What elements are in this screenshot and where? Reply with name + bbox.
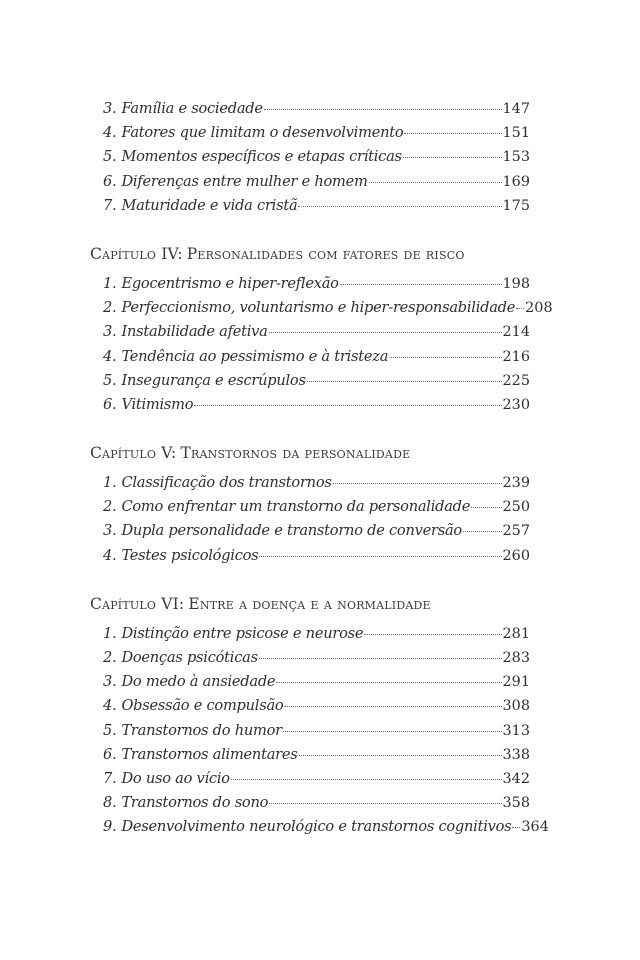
dot-leader [264, 108, 502, 110]
entry-page-number: 313 [502, 722, 530, 739]
entry-page-number: 208 [525, 300, 553, 317]
chapter-section [90, 589, 549, 840]
entry-title: Transtornos do sono [121, 794, 269, 812]
entry-title: Desenvolvimento neurológico e transtornos cognitivos [121, 818, 512, 836]
toc-entry [90, 296, 553, 320]
toc-entry [90, 145, 530, 169]
dot-leader [269, 802, 501, 804]
entry-number: 3. [103, 673, 117, 691]
dot-leader [333, 482, 502, 484]
dot-leader [340, 283, 502, 285]
entry-page-number: 364 [521, 819, 549, 836]
entry-page-number: 175 [502, 197, 530, 214]
dot-leader [269, 331, 502, 333]
chapter-heading [90, 438, 530, 468]
entry-page-number: 358 [502, 795, 530, 812]
entry-page-number: 291 [502, 674, 530, 691]
entry-number: 3. [103, 323, 117, 341]
dot-leader [231, 778, 502, 780]
entry-page-number: 250 [502, 499, 530, 516]
dot-leader [307, 380, 502, 382]
toc-entry [90, 622, 530, 646]
dot-leader [404, 132, 501, 134]
toc-entry [90, 743, 530, 767]
entry-page-number: 338 [502, 746, 530, 763]
entry-title: Família e sociedade [121, 100, 263, 117]
toc-entry [90, 369, 530, 393]
dot-leader [389, 356, 501, 358]
chapter-heading [90, 589, 530, 619]
dot-leader [512, 826, 520, 828]
toc-entry [90, 646, 530, 670]
entry-number: 7. [103, 769, 117, 787]
entry-number: 5. [103, 371, 117, 389]
entry-number: 4. [103, 124, 117, 142]
entry-page-number: 239 [502, 475, 530, 492]
entry-page-number: 281 [502, 625, 530, 642]
entry-number: 1. [103, 274, 117, 292]
chapter-section [90, 438, 530, 568]
dot-leader [283, 730, 502, 732]
toc-entry [90, 320, 530, 344]
entry-page-number: 169 [502, 173, 530, 190]
entry-page-number: 342 [502, 770, 530, 787]
dot-leader [298, 205, 501, 207]
dot-leader [471, 506, 501, 508]
entry-title: Vitimismo [121, 395, 194, 413]
toc-entry [90, 519, 530, 543]
entry-number: 6. [103, 745, 117, 763]
entry-title: Do uso ao vício [121, 769, 230, 787]
entry-title: Dupla personalidade e transtorno de conversão [121, 522, 462, 540]
entry-page-number: 147 [502, 101, 530, 117]
toc-entry [90, 495, 530, 519]
entry-title: Momentos específicos e etapas críticas [121, 148, 402, 166]
entry-number: 6. [103, 395, 117, 413]
toc-entry [90, 97, 530, 121]
entry-title: Do medo à ansiedade [121, 673, 276, 691]
entry-title: Distinção entre psicose e neurose [121, 624, 364, 642]
entry-number: 3. [103, 100, 117, 117]
entry-page-number: 153 [502, 149, 530, 166]
entry-number: 2. [103, 649, 117, 666]
entry-page-number: 151 [502, 125, 530, 142]
entry-title: Insegurança e escrúpulos [121, 371, 306, 389]
entry-title: Testes psicológicos [121, 546, 259, 564]
entry-number: 1. [103, 624, 117, 642]
dot-leader [259, 555, 501, 557]
entry-title: Transtornos do humor [121, 721, 282, 739]
toc-entry [90, 694, 530, 718]
entry-number: 9. [103, 818, 117, 836]
toc-entry [90, 791, 530, 815]
dot-leader [364, 633, 501, 635]
entry-title: Egocentrismo e hiper-reflexão [121, 274, 339, 292]
entry-number: 1. [103, 474, 117, 492]
dot-leader [259, 657, 502, 659]
toc-entry [90, 121, 530, 145]
entry-page-number: 214 [502, 324, 530, 341]
chapter-title: Personalidades com fatores de risco [186, 244, 465, 263]
toc-entry [90, 767, 530, 791]
entry-page-number: 225 [502, 372, 530, 389]
toc-entry [90, 815, 549, 839]
chapter-section [90, 239, 553, 417]
entry-page-number: 308 [502, 698, 530, 715]
entry-number: 4. [103, 347, 117, 365]
entry-title: Obsessão e compulsão [121, 697, 284, 715]
toc-entry [90, 345, 530, 369]
chapter-title: Entre a doença e a normalidade [188, 594, 431, 613]
entry-title: Classificação dos transtornos [121, 474, 332, 492]
dot-leader [403, 156, 502, 158]
entry-title: Diferenças entre mulher e homem [121, 172, 368, 190]
entry-number: 5. [103, 148, 117, 166]
toc-entry [90, 670, 530, 694]
table-of-contents [90, 97, 553, 840]
entry-title: Fatores que limitam o desenvolvimento [121, 124, 404, 142]
entry-number: 2. [103, 498, 117, 516]
toc-entry [90, 170, 530, 194]
entry-number: 6. [103, 172, 117, 190]
dot-leader [516, 307, 524, 309]
entry-page-number: 230 [502, 396, 530, 413]
entry-title: Tendência ao pessimismo e à tristeza [121, 347, 389, 365]
entry-page-number: 260 [502, 547, 530, 564]
entry-page-number: 257 [502, 523, 530, 540]
entry-number: 2. [103, 299, 117, 317]
dot-leader [284, 705, 501, 707]
entry-title: Transtornos alimentares [121, 745, 298, 763]
dot-leader [194, 404, 501, 406]
entry-number: 4. [103, 697, 117, 715]
entry-title: Doenças psicóticas [121, 649, 258, 666]
toc-entry [90, 194, 530, 218]
entry-page-number: 283 [502, 650, 530, 666]
entry-title: Perfeccionismo, voluntarismo e hiper-responsabilidade [121, 299, 516, 317]
dot-leader [463, 530, 502, 532]
toc-entry [90, 544, 530, 568]
entry-number: 7. [103, 196, 117, 214]
dot-leader [276, 681, 501, 683]
entry-page-number: 216 [502, 348, 530, 365]
toc-entry [90, 719, 530, 743]
entry-number: 3. [103, 522, 117, 540]
entry-page-number: 198 [502, 275, 530, 292]
dot-leader [369, 181, 502, 183]
chapter-label: Capítulo VI: [90, 594, 185, 613]
entry-number: 4. [103, 546, 117, 564]
toc-entry [90, 272, 530, 296]
dot-leader [299, 754, 502, 756]
chapter-heading [90, 239, 530, 269]
toc-entry [90, 471, 530, 495]
entry-number: 5. [103, 721, 117, 739]
toc-entry [90, 393, 530, 417]
intro-section [90, 97, 530, 218]
entry-title: Maturidade e vida cristã [121, 196, 298, 214]
entry-number: 8. [103, 794, 117, 812]
chapter-title: Transtornos da personalidade [180, 444, 411, 463]
entry-title: Como enfrentar um transtorno da personalidade [121, 498, 471, 516]
chapter-label: Capítulo IV: [90, 244, 183, 263]
entry-title: Instabilidade afetiva [121, 323, 268, 341]
chapter-label: Capítulo V: [90, 444, 177, 463]
